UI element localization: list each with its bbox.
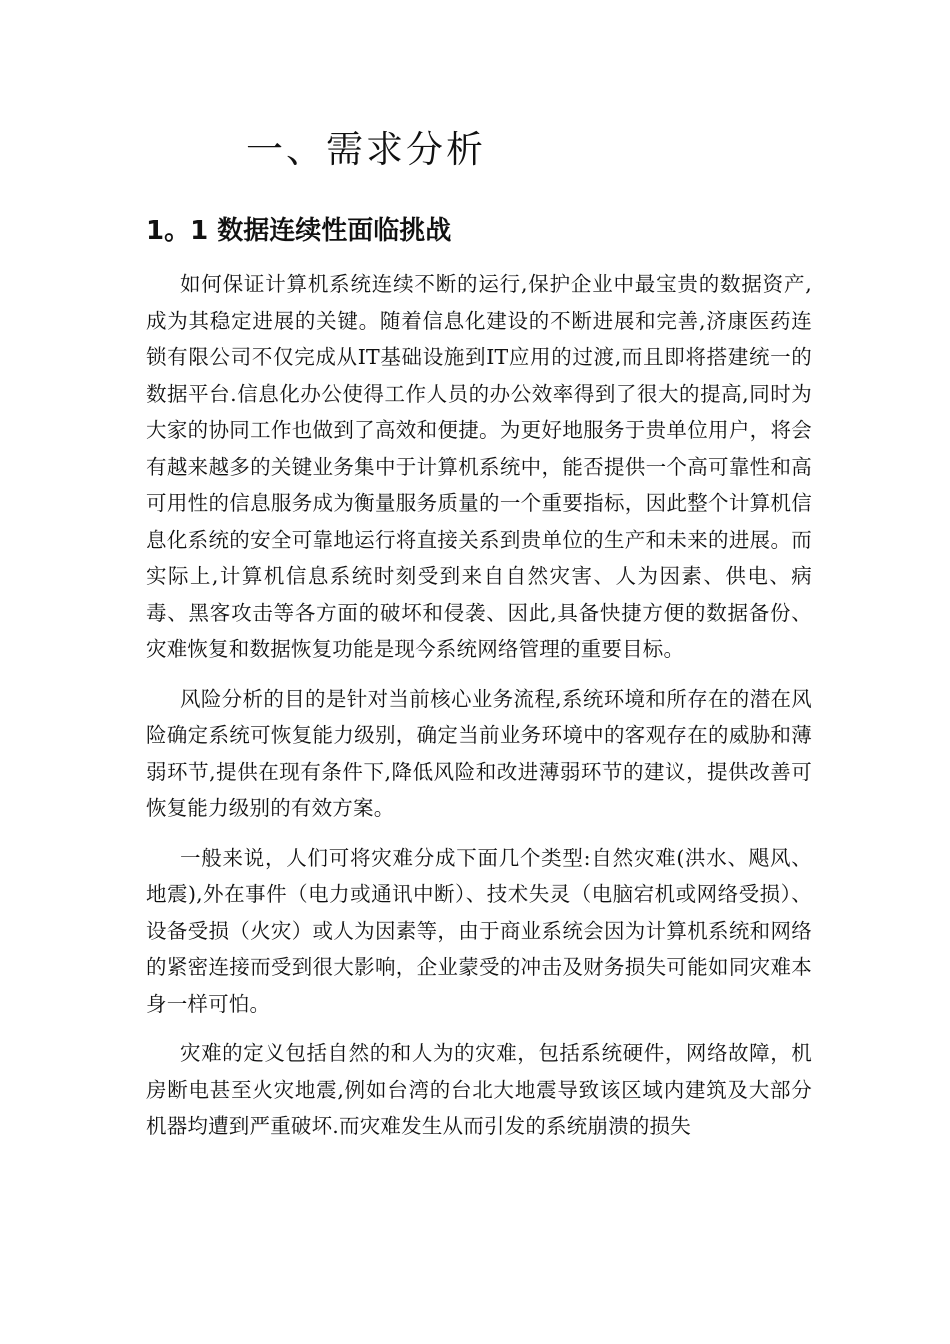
paragraph-3: 一般来说，人们可将灾难分成下面几个类型:自然灾难(洪水、飓风、地震),外在事件（电力或通讯中断）、技术失灵（电脑宕机或网络受损）、设备受损（火灾）或人为因素等，由于商业系统会因为计算机系统和网络的紧密连接而受到很大影响，企业蒙受的冲击及财务损失可能如同灾难本身一样可怕。 [146, 845, 812, 1016]
paragraph-4: 灾难的定义包括自然的和人为的灾难，包括系统硬件，网络故障，机房断电甚至火灾地震,例如台湾的台北大地震导致该区域内建筑及大部分机器均遭到严重破坏.而灾难发生从而引发的系统崩溃的损失 [146, 1041, 812, 1138]
paragraph-1: 如何保证计算机系统连续不断的运行,保护企业中最宝贵的数据资产,成为其稳定进展的关键。随着信息化建设的不断进展和完善,济康医药连锁有限公司不仅完成从IT基础设施到IT应用的过渡,而且即将搭建统一的数据平台.信息化办公使得工作人员的办公效率得到了很大的提高,同时为大家的协同工作也做到了高效和便捷。为更好地服务于贵单位用户，将会有越来越多的关键业务集中于计算机系统中，能否提供一个高可靠性和高可用性的信息服务成为衡量服务质量的一个重要指标，因此整个计算机信息化系统的安全可靠地运行将直接关系到贵单位的生产和未来的进展。而实际上,计算机信息系统时刻受到来自自然灾害、人为因素、供电、病毒、黑客攻击等各方面的破坏和侵袭、因此,具备快捷方便的数据备份、灾难恢复和数据恢复功能是现今系统网络管理的重要目标。 [146, 272, 812, 661]
paragraph-2: 风险分析的目的是针对当前核心业务流程,系统环境和所存在的潜在风险确定系统可恢复能力级别，确定当前业务环境中的客观存在的威胁和薄弱环节,提供在现有条件下,降低风险和改进薄弱环节的建议，提供改善可恢复能力级别的有效方案。 [146, 686, 812, 820]
section-title: 1。1 数据连续性面临挑战 [146, 216, 452, 246]
body-text [146, 266, 812, 1158]
chapter-title: 一、需求分析 [246, 128, 486, 171]
